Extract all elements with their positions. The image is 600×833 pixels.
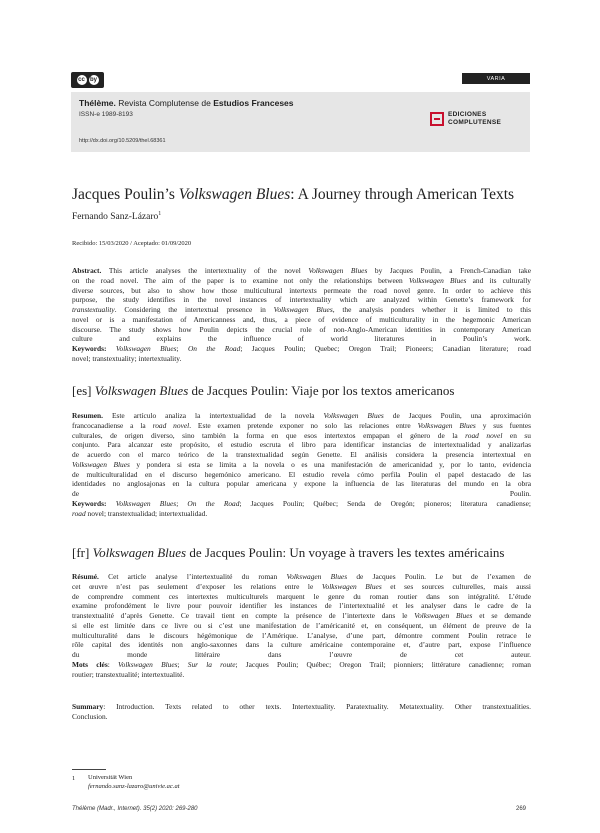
text-line: Résumé. Cet article analyse l’intertextualité du roman Volkswagen Blues de Jacques Poulin. Le but de l’examen de (72, 572, 531, 581)
section-fr-title-em: Volkswagen Blues (92, 545, 187, 560)
text-line: Keywords: Volkswagen Blues; On the Road; Jacques Poulin; Quebec; Oregon Trail; Pioneers; Canadian literature; road (72, 344, 531, 353)
text-line: purpose, the study identifies in the novel instances of intertextuality which are analyzed within Genette’s framework for (72, 295, 531, 305)
footnote-number: 1 (72, 775, 76, 782)
footer-citation: Thélème (Madr., Internet). 35(2) 2020: 269-280 (72, 806, 198, 812)
text-line: Mots clés: Volkswagen Blues; Sur la route; Jacques Poulin; Québec; Oregon Trail; pionniers; littérature canadienne; roman (72, 659, 531, 669)
section-label: VARIA (462, 73, 530, 84)
footnote-affiliation: Universität Wien (88, 774, 133, 781)
text-line: transtextualité d’après Genette. Ce travail tient en compte la présence de l’intertexte dans le Volkswagen Blues et se demande (72, 611, 531, 620)
text-line: Conclusion. (72, 711, 108, 721)
title-part2: Volkswagen Blues (178, 186, 291, 203)
section-fr-tag: [fr] (72, 545, 93, 560)
page-number: 269 (516, 806, 527, 812)
footnote-email[interactable]: fernando.sanz-lazaro@univie.ac.at (88, 783, 180, 790)
text-line: Summary: Introduction. Texts related to other texts. Intertextuality. Paratextuality. Metatextuality. Other transtextualities. (72, 702, 531, 711)
abstract-es (72, 411, 531, 518)
title-part1: Jacques Poulin’s (72, 186, 179, 203)
text-line: Resumen. Este artículo analiza la intertextualidad de la novela Volkswagen Blues de Jacques Poulin, una aproximación (72, 411, 531, 420)
section-title-fr (72, 545, 505, 561)
publisher-line1: EDICIONES (448, 111, 487, 118)
by-icon: by (89, 77, 97, 83)
footnote-divider (72, 769, 106, 770)
text-line: culturales, de origen diverso, sino también la forma en que esos intertextos empapan el género de la road novel en su (72, 430, 531, 440)
author-note-ref[interactable]: 1 (158, 211, 162, 217)
summary (72, 702, 531, 722)
abstract-fr (72, 572, 531, 679)
journal-name-part1: Thélème. (79, 98, 116, 108)
text-line: de Poulin. (72, 489, 531, 498)
text-line: identidades no anglosajonas en la cultura popular americana y expone la influencia de las literaturas del mundo en la obra (72, 479, 531, 489)
section-es-title-em: Volkswagen Blues (94, 383, 189, 398)
creative-commons-badge[interactable] (71, 72, 104, 88)
section-fr-title-post: de Jacques Poulin: Un voyage à travers les textes américains (186, 545, 505, 560)
author (72, 211, 161, 222)
text-line: routier; transtextualité; intertextualité. (72, 669, 185, 679)
text-line: multiculturalité dans le discours hégémonique de l’Amérique. L’analyse, d’une part, démontre comment Poulin retrace le (72, 630, 531, 640)
text-line: cet œuvre n’est pas seulement d’exposer les relations entre le Volkswagen Blues et ses sources culturelles, mais aussi (72, 581, 531, 591)
journal-name (79, 98, 294, 108)
journal-name-part2: Revista Complutense de (115, 98, 214, 108)
doi-link[interactable]: http://dx.doi.org/10.5209/thel.68361 (79, 138, 166, 144)
text-line: rôle capital des identités non anglo-saxonnes dans la culture américaine contemporaine et, d’autre part, expose l’influence (72, 640, 531, 650)
publisher-logo-icon (430, 112, 444, 126)
text-line: on the road novel. The aim of the paper is to examine not only the relationships between Volkswagen Blues and its culturally (72, 275, 531, 285)
journal-name-part3: Estudios Franceses (213, 98, 294, 108)
issn: ISSN-e 1989-8193 (79, 111, 133, 118)
publisher-name (448, 111, 501, 127)
text-line: discourse. The study shows how Poulin depicts the crucial role of non-Anglo-American identities in contemporary American (72, 324, 531, 334)
text-line: conjunto. Para alcanzar este propósito, el estudio escruta el libro para identificar instancias de intertextualidad y analizarlas (72, 440, 531, 450)
text-line: culture and explains the influence of world literatures in Poulin’s work. (72, 334, 531, 344)
text-line: Volkswagen Blues y pondera si esta se limita a la novela o es una manifestación de americanidad y, por lo tanto, evidencia (72, 459, 531, 469)
text-line: de comprendre comment ces intertextes multiculturels marquent le genre du roman routier dans son intégralité. L’étude (72, 591, 531, 601)
text-line: novel or is a manifestation of Americanness and, thus, a piece of evidence of multiculturality in the hegemonic American (72, 314, 531, 324)
section-es-tag: [es] (72, 383, 95, 398)
text-line: si elle est limitée dans ce livre ou si c’est une manifestation de l’américanité et, en conséquent, un élément de preuve de la (72, 620, 531, 630)
text-line: Abstract. This article analyses the intertextuality of the novel Volkswagen Blues by Jacques Poulin, a French-Canadian take (72, 266, 531, 275)
received-dates: Recibido: 15/03/2020 / Aceptado: 01/09/2020 (72, 240, 192, 247)
text-line: novel; transtextuality; intertextuality. (72, 353, 182, 363)
text-line: examine profondément le livre pour pouvoir identifier les instances de l’intertextualité et les analyser dans le cadre de la (72, 601, 531, 611)
abstract-en (72, 266, 531, 364)
text-line: francocanadiense a la road novel. Este examen pretende exponer no solo las relaciones entre Volkswagen Blues y sus fuentes (72, 420, 531, 430)
text-line: de multiculturalidad en el discurso hegemónico americano. El estudio revela cómo perfila Poulin el papel destacado de las (72, 469, 531, 479)
text-line: du monde littéraire dans l’œuvre de cet auteur. (72, 650, 531, 659)
text-line: Keywords: Volkswagen Blues; On the Road; Jacques Poulin; Québec; Senda de Oregón; pioneros; literatura canadiense; (72, 498, 531, 508)
article-title (72, 186, 514, 204)
text-line: transtextuality. Considering the intertextual presence in Volkswagen Blues, the analysis ponders whether it is limited to this (72, 305, 531, 314)
text-line: diverse sources, but also to show how those multicultural intertexts permeate the road novel genre. In order to achieve this (72, 285, 531, 295)
cc-icon: cc (78, 77, 85, 83)
section-es-title-post: de Jacques Poulin: Viaje por los textos americanos (188, 383, 455, 398)
text-line: de acuerdo con el marco teórico de la transtextualidad según Genette. El análisis considera la presencia intertextual en (72, 450, 531, 459)
text-line: road novel; transtextualidad; intertextualidad. (72, 508, 208, 518)
author-name: Fernando Sanz-Lázaro (72, 212, 159, 223)
section-title-es (72, 383, 454, 399)
title-part3: : A Journey through American Texts (290, 186, 515, 203)
publisher-line2: COMPLUTENSE (448, 119, 502, 126)
